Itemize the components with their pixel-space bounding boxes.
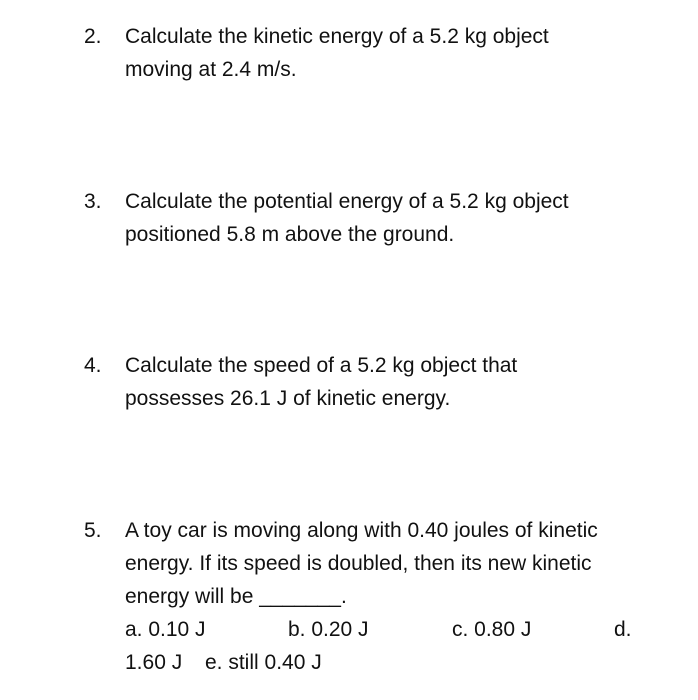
option-d-value: 1.60 J <box>125 651 183 674</box>
question-number: 5. <box>84 519 102 542</box>
option-a: a. 0.10 J <box>125 618 206 641</box>
question-line: Calculate the speed of a 5.2 kg object that <box>125 354 518 377</box>
question-line: positioned 5.8 m above the ground. <box>125 223 455 246</box>
question-line: possesses 26.1 J of kinetic energy. <box>125 387 451 410</box>
question-line: moving at 2.4 m/s. <box>125 58 297 81</box>
option-d-label: d. <box>614 618 632 641</box>
question-line: A toy car is moving along with 0.40 joules of kinetic <box>125 519 598 542</box>
option-c: c. 0.80 J <box>452 618 532 641</box>
question-text <box>125 185 665 251</box>
question-line: Calculate the kinetic energy of a 5.2 kg object <box>125 25 549 48</box>
question-line: energy will be _______. <box>125 585 347 608</box>
question-line: Calculate the potential energy of a 5.2 kg object <box>125 190 569 213</box>
question-number: 4. <box>84 354 102 377</box>
question-text <box>125 20 665 86</box>
option-e: e. still 0.40 J <box>205 651 322 674</box>
question-number: 2. <box>84 25 102 48</box>
question-number: 3. <box>84 190 102 213</box>
question-line: energy. If its speed is doubled, then its new kinetic <box>125 552 592 575</box>
question-text <box>125 349 665 415</box>
option-b: b. 0.20 J <box>288 618 369 641</box>
question-text <box>125 514 665 613</box>
